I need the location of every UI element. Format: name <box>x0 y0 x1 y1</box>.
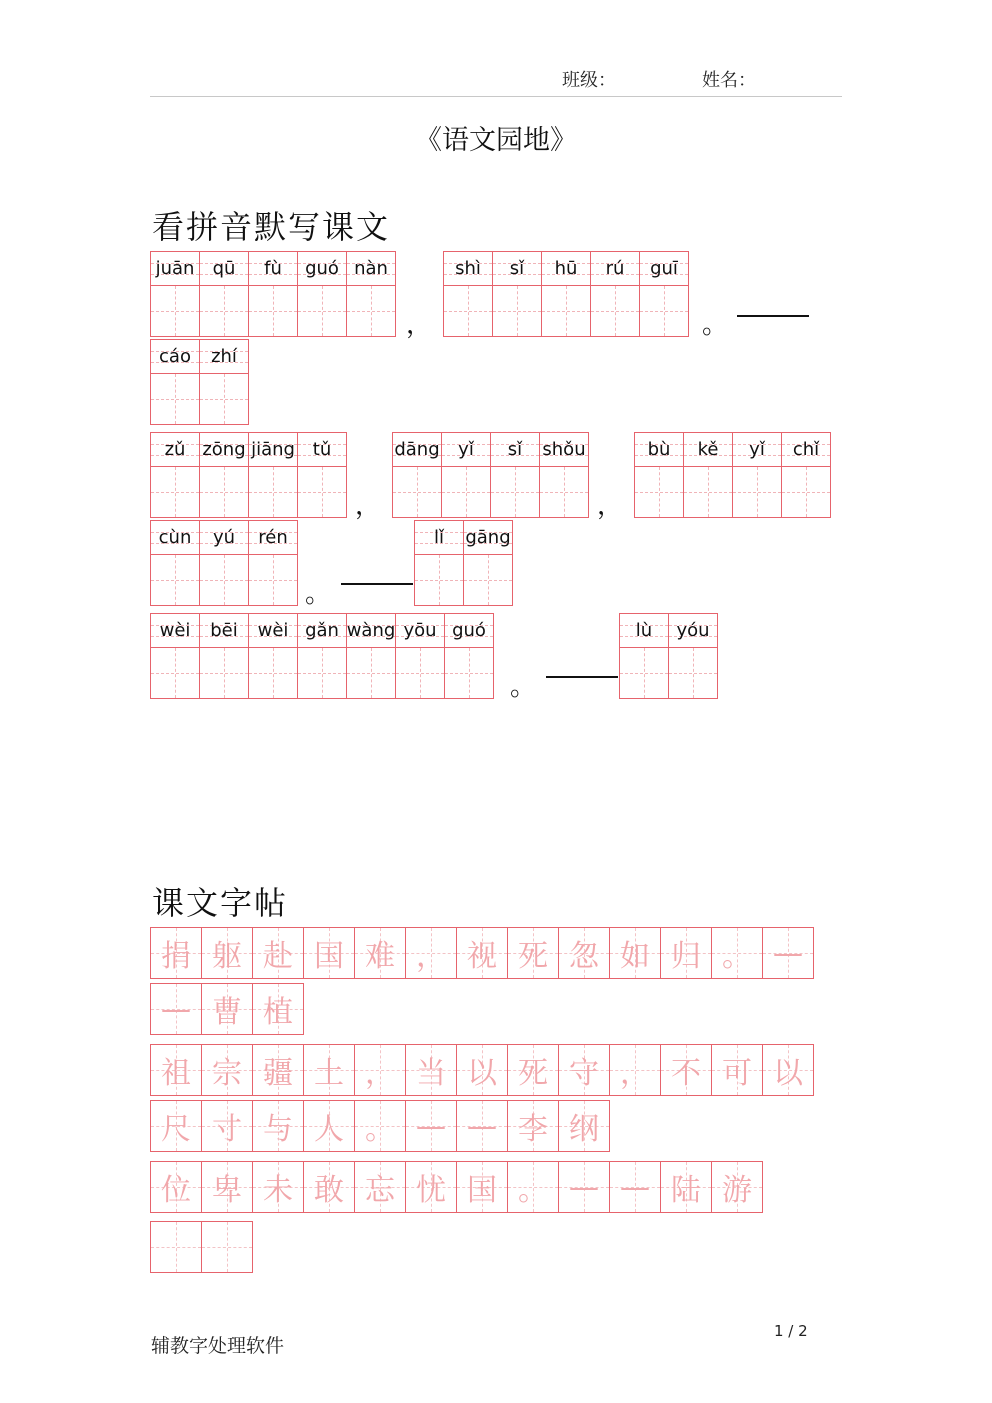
trace-character: 赴 <box>263 939 293 974</box>
trace-character-cell[interactable] <box>711 1161 763 1213</box>
trace-character-cell[interactable] <box>609 927 661 979</box>
trace-character-cell[interactable] <box>201 1044 253 1096</box>
trace-character-cell[interactable] <box>405 1100 457 1152</box>
character-box[interactable] <box>635 467 683 517</box>
trace-character: 未 <box>263 1173 293 1208</box>
writing-cell[interactable] <box>297 432 347 518</box>
trace-character-cell[interactable] <box>150 983 202 1035</box>
pinyin-label <box>684 433 732 467</box>
period-mark: 。 <box>702 310 729 340</box>
character-box[interactable] <box>733 467 781 517</box>
trace-character: 。 <box>722 939 752 974</box>
pinyin-label <box>200 433 248 467</box>
pinyin-label <box>393 433 441 467</box>
trace-character-cell[interactable] <box>303 1044 355 1096</box>
pinyin-label <box>298 252 346 286</box>
trace-character: 忽 <box>569 939 599 974</box>
trace-character: ， <box>365 1056 395 1091</box>
trace-character: 忘 <box>365 1173 395 1208</box>
pinyin-label <box>640 252 688 286</box>
trace-character-cell[interactable] <box>303 1100 355 1152</box>
pinyin-label <box>298 433 346 467</box>
pinyin-text: zhí <box>211 346 237 367</box>
trace-character-cell[interactable] <box>558 927 610 979</box>
section-title-pinyin-dictation: 看拼音默写课文 <box>152 208 391 246</box>
character-box[interactable] <box>347 286 395 336</box>
pinyin-label <box>151 252 199 286</box>
copybook-row-6 <box>150 1221 252 1273</box>
trace-character: 忧 <box>416 1173 446 1208</box>
writing-cell[interactable] <box>492 251 542 337</box>
pinyin-label <box>200 521 248 555</box>
trace-character-cell[interactable] <box>609 1044 661 1096</box>
trace-character: 祖 <box>161 1056 191 1091</box>
period-mark: 。 <box>510 672 537 702</box>
writing-cell[interactable] <box>541 251 591 337</box>
copybook-row-2 <box>150 983 303 1035</box>
copybook-row-3 <box>150 1044 813 1096</box>
trace-character-cell[interactable] <box>456 927 508 979</box>
trace-character: 疆 <box>263 1056 293 1091</box>
trace-character: — <box>467 1108 497 1144</box>
trace-character-cell[interactable] <box>354 1161 406 1213</box>
pinyin-label <box>733 433 781 467</box>
pinyin-text: jiāng <box>251 439 295 460</box>
pinyin-text: cáo <box>159 346 191 367</box>
pinyin-label <box>151 433 199 467</box>
pinyin-text: zōng <box>202 439 246 460</box>
class-label: 班级： <box>562 70 616 91</box>
pinyin-group-2 <box>443 251 688 337</box>
pinyin-text: guó <box>305 258 339 279</box>
pinyin-label <box>151 340 199 374</box>
pinyin-label <box>591 252 639 286</box>
writing-cell[interactable] <box>199 613 249 699</box>
pinyin-text: zǔ <box>164 439 186 460</box>
character-box[interactable] <box>393 467 441 517</box>
period-mark: 。 <box>305 579 332 609</box>
trace-character: 国 <box>314 939 344 974</box>
character-box[interactable] <box>200 467 248 517</box>
writing-cell[interactable] <box>150 432 200 518</box>
pinyin-group-10 <box>619 613 717 699</box>
pinyin-text: yǐ <box>749 439 765 460</box>
trace-character: 卑 <box>212 1173 242 1208</box>
trace-character-cell[interactable] <box>507 1100 559 1152</box>
trace-character-cell[interactable] <box>558 1100 610 1152</box>
character-box[interactable] <box>669 648 717 698</box>
pinyin-label <box>464 521 512 555</box>
character-box[interactable] <box>249 555 297 605</box>
pinyin-text: bēi <box>210 620 238 641</box>
pinyin-text: nàn <box>354 258 388 279</box>
trace-character-cell[interactable] <box>660 927 712 979</box>
character-box[interactable] <box>493 286 541 336</box>
writing-cell[interactable] <box>150 520 200 606</box>
character-box[interactable] <box>782 467 830 517</box>
trace-character-cell[interactable] <box>150 1100 202 1152</box>
pinyin-text: rú <box>605 258 625 279</box>
trace-character-cell[interactable] <box>150 927 202 979</box>
pinyin-text: shǒu <box>542 439 586 460</box>
character-box[interactable] <box>298 286 346 336</box>
pinyin-group-8 <box>414 520 512 606</box>
writing-cell[interactable] <box>781 432 831 518</box>
pinyin-label <box>249 614 297 648</box>
writing-cell[interactable] <box>199 251 249 337</box>
trace-character: 难 <box>365 939 395 974</box>
writing-cell[interactable] <box>199 432 249 518</box>
pinyin-label <box>249 521 297 555</box>
writing-cell[interactable] <box>634 432 684 518</box>
trace-character: 当 <box>416 1056 446 1091</box>
character-box[interactable] <box>249 467 297 517</box>
pinyin-label <box>635 433 683 467</box>
trace-character: 死 <box>518 939 548 974</box>
writing-cell[interactable] <box>639 251 689 337</box>
copybook-row-4 <box>150 1100 609 1152</box>
trace-character-cell[interactable] <box>252 1161 304 1213</box>
trace-character-cell[interactable] <box>762 927 814 979</box>
pinyin-group-5 <box>392 432 588 518</box>
trace-character-cell[interactable] <box>456 1100 508 1152</box>
trace-character-cell[interactable] <box>405 1044 457 1096</box>
pinyin-text: juān <box>155 258 195 279</box>
writing-cell[interactable] <box>248 613 298 699</box>
character-box[interactable] <box>200 374 248 424</box>
pinyin-text: sǐ <box>507 439 523 460</box>
writing-cell[interactable] <box>539 432 589 518</box>
pinyin-text: cùn <box>158 527 192 548</box>
copybook-row-1 <box>150 927 813 979</box>
pinyin-text: bù <box>647 439 671 460</box>
pinyin-text: sǐ <box>509 258 525 279</box>
trace-character-cell[interactable] <box>150 1161 202 1213</box>
writing-cell[interactable] <box>297 613 347 699</box>
trace-character-cell[interactable] <box>252 983 304 1035</box>
trace-character-cell[interactable] <box>354 1044 406 1096</box>
pinyin-label <box>620 614 668 648</box>
pinyin-text: wàng <box>346 620 396 641</box>
trace-character-cell[interactable] <box>150 1044 202 1096</box>
trace-character-cell[interactable] <box>201 1221 253 1273</box>
trace-character: — <box>569 1169 599 1205</box>
character-box[interactable] <box>151 286 199 336</box>
character-box[interactable] <box>298 648 346 698</box>
character-box[interactable] <box>347 648 395 698</box>
character-box[interactable] <box>249 648 297 698</box>
pinyin-text: yóu <box>676 620 710 641</box>
pinyin-text: gāng <box>465 527 511 548</box>
trace-character-cell[interactable] <box>252 1100 304 1152</box>
pinyin-group-4 <box>150 432 346 518</box>
trace-character-cell[interactable] <box>609 1161 661 1213</box>
trace-character: 可 <box>722 1056 752 1091</box>
trace-character-cell[interactable] <box>660 1161 712 1213</box>
trace-character: 曹 <box>212 995 242 1030</box>
trace-character: 国 <box>467 1173 497 1208</box>
character-box[interactable] <box>445 648 493 698</box>
character-box[interactable] <box>640 286 688 336</box>
writing-cell[interactable] <box>443 251 493 337</box>
writing-cell[interactable] <box>248 432 298 518</box>
pinyin-label <box>151 614 199 648</box>
trace-character: 归 <box>671 939 701 974</box>
trace-character: 与 <box>263 1112 293 1147</box>
character-box[interactable] <box>542 286 590 336</box>
writing-cell[interactable] <box>683 432 733 518</box>
pinyin-label <box>298 614 346 648</box>
pinyin-label <box>540 433 588 467</box>
trace-character: 人 <box>314 1112 344 1147</box>
character-box[interactable] <box>151 555 199 605</box>
writing-cell[interactable] <box>248 520 298 606</box>
trace-character-cell[interactable] <box>303 927 355 979</box>
character-box[interactable] <box>396 648 444 698</box>
trace-character-cell[interactable] <box>507 927 559 979</box>
pinyin-group-1 <box>150 251 395 337</box>
writing-cell[interactable] <box>414 520 464 606</box>
trace-character: 游 <box>722 1173 752 1208</box>
pinyin-text: guī <box>650 258 678 279</box>
writing-cell[interactable] <box>463 520 513 606</box>
trace-character: — <box>773 935 803 971</box>
name-label: 姓名： <box>702 70 756 91</box>
pinyin-group-3 <box>150 339 248 425</box>
trace-character-cell[interactable] <box>150 1221 202 1273</box>
trace-character: 土 <box>314 1056 344 1091</box>
writing-cell[interactable] <box>199 339 249 425</box>
dash-line <box>737 315 809 317</box>
pinyin-label <box>347 614 395 648</box>
pinyin-label <box>491 433 539 467</box>
trace-character-cell[interactable] <box>558 1044 610 1096</box>
trace-character-cell[interactable] <box>252 927 304 979</box>
character-box[interactable] <box>249 286 297 336</box>
pinyin-text: wèi <box>159 620 191 641</box>
writing-cell[interactable] <box>150 613 200 699</box>
page-title: 《语文园地》 <box>415 125 577 156</box>
pinyin-label <box>200 252 248 286</box>
writing-cell[interactable] <box>441 432 491 518</box>
trace-character-cell[interactable] <box>507 1044 559 1096</box>
pinyin-text: tǔ <box>312 439 332 460</box>
character-box[interactable] <box>684 467 732 517</box>
writing-cell[interactable] <box>619 613 669 699</box>
character-box[interactable] <box>151 467 199 517</box>
trace-character-cell[interactable] <box>507 1161 559 1213</box>
character-box[interactable] <box>491 467 539 517</box>
character-box[interactable] <box>200 648 248 698</box>
pinyin-label <box>249 433 297 467</box>
trace-character: 不 <box>671 1056 701 1091</box>
trace-character-cell[interactable] <box>558 1161 610 1213</box>
section-title-copybook: 课文字帖 <box>152 884 289 922</box>
writing-cell[interactable] <box>392 432 442 518</box>
pinyin-label <box>249 252 297 286</box>
writing-cell[interactable] <box>444 613 494 699</box>
character-box[interactable] <box>200 286 248 336</box>
writing-cell[interactable] <box>668 613 718 699</box>
pinyin-label <box>782 433 830 467</box>
character-box[interactable] <box>151 648 199 698</box>
dash-line <box>546 676 618 678</box>
trace-character-cell[interactable] <box>456 1044 508 1096</box>
pinyin-label <box>542 252 590 286</box>
trace-character: 守 <box>569 1056 599 1091</box>
writing-cell[interactable] <box>346 613 396 699</box>
pinyin-text: wèi <box>257 620 289 641</box>
trace-character: 视 <box>467 939 497 974</box>
writing-cell[interactable] <box>590 251 640 337</box>
character-box[interactable] <box>151 374 199 424</box>
trace-character-cell[interactable] <box>354 1100 406 1152</box>
trace-character: — <box>416 1108 446 1144</box>
pinyin-text: hū <box>554 258 578 279</box>
pinyin-label <box>151 521 199 555</box>
trace-character: 宗 <box>212 1056 242 1091</box>
writing-cell[interactable] <box>248 251 298 337</box>
pinyin-text: dāng <box>394 439 440 460</box>
trace-character-cell[interactable] <box>711 1044 763 1096</box>
trace-character: 陆 <box>671 1173 701 1208</box>
trace-character: 植 <box>263 995 293 1030</box>
writing-cell[interactable] <box>150 339 200 425</box>
pinyin-label <box>445 614 493 648</box>
writing-cell[interactable] <box>297 251 347 337</box>
trace-character-cell[interactable] <box>405 927 457 979</box>
pinyin-text: yōu <box>403 620 437 641</box>
comma-mark: ， <box>597 491 624 521</box>
pinyin-text: lǐ <box>433 527 444 548</box>
trace-character-cell[interactable] <box>405 1161 457 1213</box>
writing-cell[interactable] <box>490 432 540 518</box>
pinyin-label <box>493 252 541 286</box>
trace-character: 尺 <box>161 1112 191 1147</box>
character-box[interactable] <box>540 467 588 517</box>
trace-character: 李 <box>518 1112 548 1147</box>
trace-character-cell[interactable] <box>252 1044 304 1096</box>
character-box[interactable] <box>298 467 346 517</box>
writing-cell[interactable] <box>395 613 445 699</box>
comma-mark: ， <box>355 491 382 521</box>
pinyin-text: shì <box>455 258 481 279</box>
writing-cell[interactable] <box>346 251 396 337</box>
pinyin-label <box>347 252 395 286</box>
character-box[interactable] <box>444 286 492 336</box>
character-box[interactable] <box>591 286 639 336</box>
trace-character-cell[interactable] <box>201 927 253 979</box>
pinyin-group-6 <box>634 432 830 518</box>
trace-character-cell[interactable] <box>660 1044 712 1096</box>
trace-character: ， <box>416 939 446 974</box>
trace-character-cell[interactable] <box>201 1161 253 1213</box>
trace-character: 寸 <box>212 1112 242 1147</box>
pinyin-label <box>200 340 248 374</box>
dash-line <box>341 583 413 585</box>
character-box[interactable] <box>442 467 490 517</box>
header-divider <box>150 96 842 97</box>
pinyin-group-7 <box>150 520 297 606</box>
trace-character: 如 <box>620 939 650 974</box>
pinyin-text: gǎn <box>305 620 339 641</box>
page-number: 1 / 2 <box>774 1322 808 1340</box>
pinyin-label <box>442 433 490 467</box>
trace-character: 位 <box>161 1173 191 1208</box>
character-box[interactable] <box>464 555 512 605</box>
pinyin-text: yǐ <box>458 439 474 460</box>
trace-character: 以 <box>467 1056 497 1091</box>
pinyin-text: fù <box>264 258 282 279</box>
pinyin-label <box>200 614 248 648</box>
pinyin-group-9 <box>150 613 493 699</box>
trace-character: 躯 <box>212 939 242 974</box>
character-box[interactable] <box>620 648 668 698</box>
pinyin-text: guó <box>452 620 486 641</box>
writing-cell[interactable] <box>732 432 782 518</box>
trace-character-cell[interactable] <box>762 1044 814 1096</box>
pinyin-label <box>444 252 492 286</box>
trace-character: 。 <box>518 1173 548 1208</box>
trace-character: 死 <box>518 1056 548 1091</box>
trace-character: 捐 <box>161 939 191 974</box>
pinyin-text: rén <box>258 527 288 548</box>
footer-software-name: 辅教字处理软件 <box>151 1335 285 1357</box>
pinyin-label <box>415 521 463 555</box>
copybook-row-5 <box>150 1161 762 1213</box>
pinyin-text: kě <box>697 439 719 460</box>
character-box[interactable] <box>415 555 463 605</box>
trace-character-cell[interactable] <box>201 1100 253 1152</box>
trace-character: — <box>620 1169 650 1205</box>
character-box[interactable] <box>200 555 248 605</box>
trace-character-cell[interactable] <box>303 1161 355 1213</box>
pinyin-label <box>669 614 717 648</box>
trace-character: 。 <box>365 1112 395 1147</box>
trace-character: ， <box>620 1056 650 1091</box>
trace-character: 以 <box>773 1056 803 1091</box>
trace-character-cell[interactable] <box>711 927 763 979</box>
trace-character-cell[interactable] <box>201 983 253 1035</box>
trace-character: — <box>161 991 191 1027</box>
trace-character: 纲 <box>569 1112 599 1147</box>
writing-cell[interactable] <box>199 520 249 606</box>
pinyin-text: qū <box>212 258 236 279</box>
pinyin-text: lù <box>635 620 653 641</box>
trace-character-cell[interactable] <box>354 927 406 979</box>
pinyin-label <box>396 614 444 648</box>
trace-character-cell[interactable] <box>456 1161 508 1213</box>
pinyin-text: chǐ <box>792 439 820 460</box>
writing-cell[interactable] <box>150 251 200 337</box>
comma-mark: ， <box>406 310 433 340</box>
trace-character: 敢 <box>314 1173 344 1208</box>
pinyin-text: yú <box>212 527 236 548</box>
